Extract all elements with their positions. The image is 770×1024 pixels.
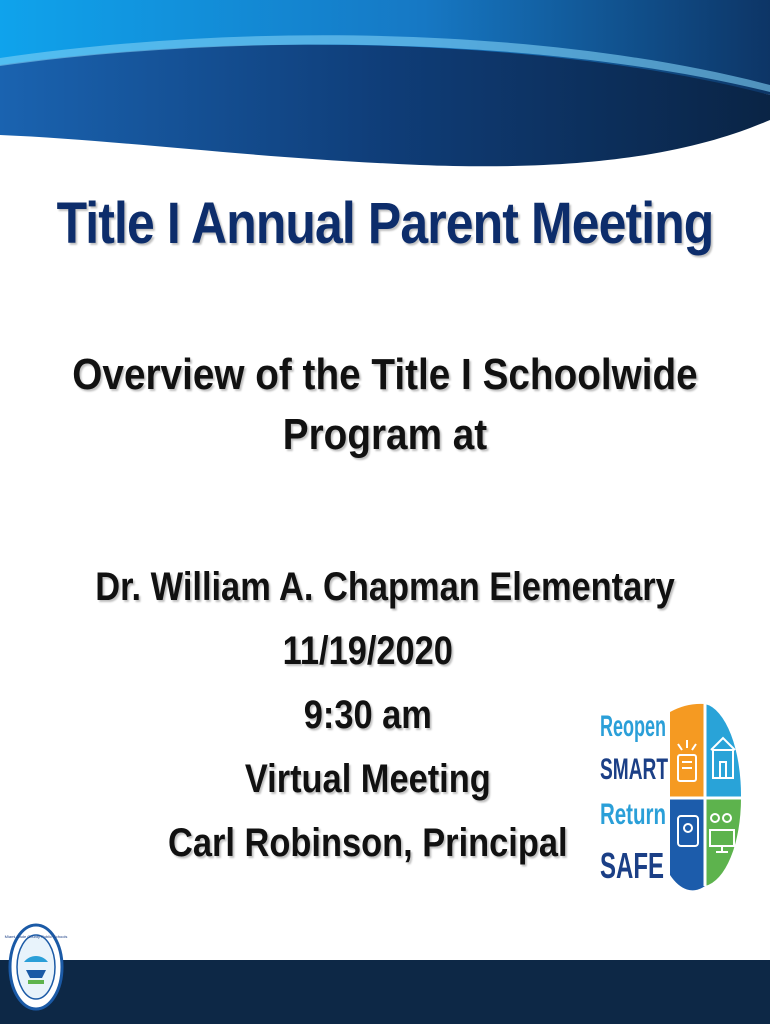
slide-subtitle bbox=[46, 345, 724, 465]
meeting-time: 9:30 am bbox=[303, 693, 432, 737]
district-seal-logo bbox=[4, 922, 68, 1012]
logo-word-smart: SMART bbox=[600, 753, 668, 786]
logo-quadrant-circle bbox=[670, 704, 741, 890]
header-wave bbox=[0, 0, 770, 175]
logo-word-return: Return bbox=[600, 798, 666, 831]
presenter: Carl Robinson, Principal bbox=[168, 821, 568, 865]
subtitle-line-1: Overview of the Title I Schoolwide bbox=[72, 350, 698, 399]
footer-bar bbox=[0, 960, 770, 1024]
school-name: Dr. William A. Chapman Elementary bbox=[95, 565, 675, 609]
reopen-smart-return-safe-logo bbox=[598, 700, 744, 890]
subtitle-line-2: Program at bbox=[282, 410, 488, 459]
meeting-type: Virtual Meeting bbox=[244, 757, 491, 801]
logo-word-reopen: Reopen bbox=[600, 710, 666, 743]
meeting-date: 11/19/2020 bbox=[282, 629, 453, 673]
seal-text: Miami-Dade County Public Schools bbox=[4, 934, 68, 939]
slide-title: Title I Annual Parent Meeting bbox=[56, 191, 714, 256]
logo-word-safe: SAFE bbox=[600, 845, 664, 886]
